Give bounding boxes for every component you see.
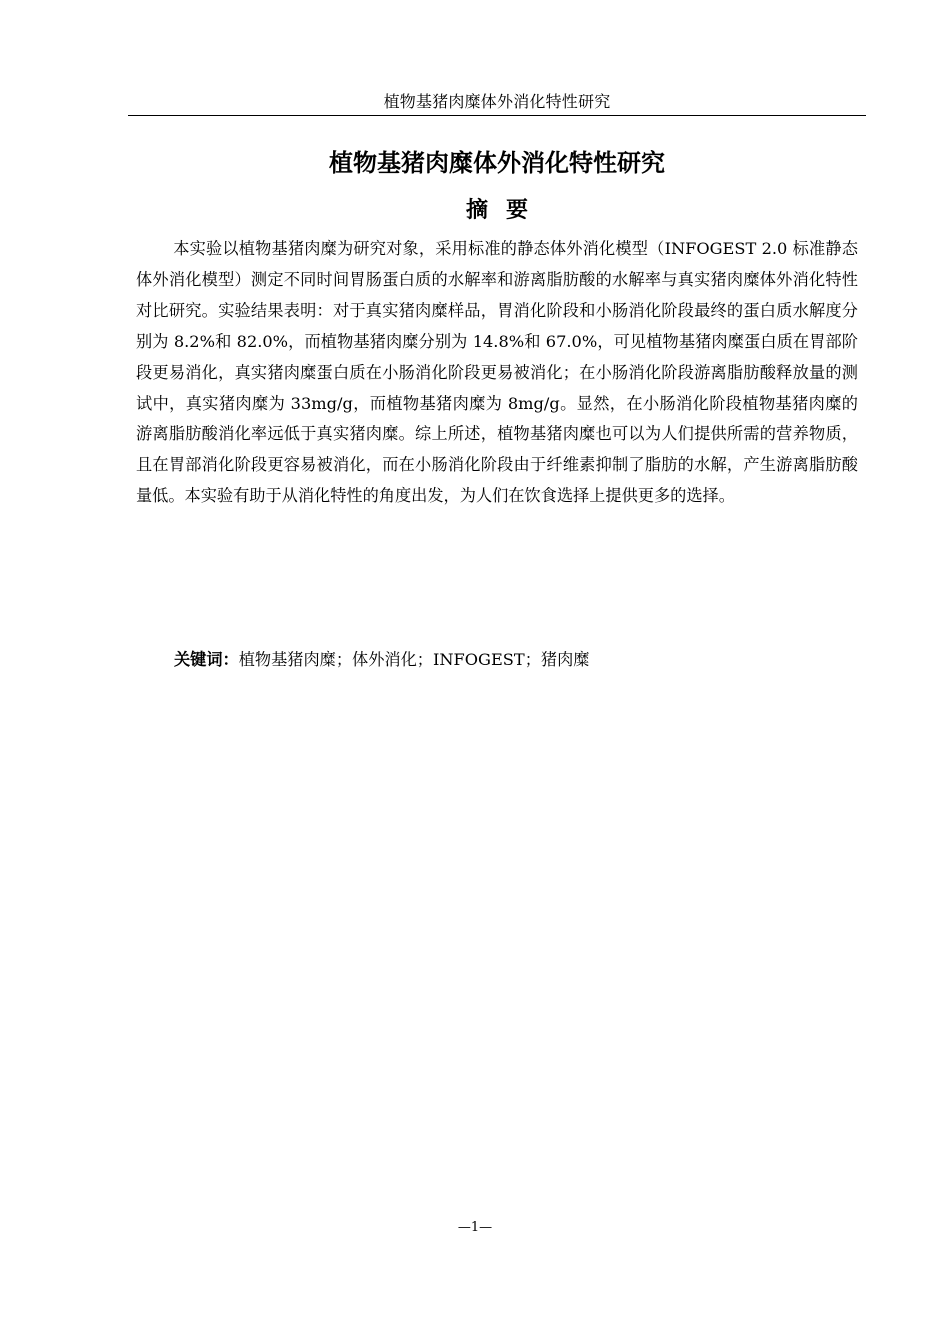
abstract-heading: 摘要: [465, 198, 546, 223]
page-number: —1—: [457, 1220, 493, 1235]
abstract-paragraph: 本实验以植物基猪肉糜为研究对象，采用标准的静态体外消化模型（INFOGEST 2.0 标准静态体外消化模型）测定不同时间胃肠蛋白质的水解率和游离脂肪酸的水解率与真实猪肉糜体外消化特性对比研究。实验结果表明：对于真实猪肉糜样品，胃消化阶段和小肠消化阶段最终的蛋白质水解度分别为 8.2%和 82.0%，而植物基猪肉糜分别为 14.8%和 67.0%，可见植物基猪肉糜蛋白质在胃部阶段更易消化，真实猪肉糜蛋白质在小肠消化阶段更易被消化；在小肠消化阶段游离脂肪酸释放量的测试中，真实猪肉糜为 33mg/g，而植物基猪肉糜为 8mg/g。显然，在小肠消化阶段植物基猪肉糜的游离脂肪酸消化率远低于真实猪肉糜。综上所述，植物基猪肉糜也可以为人们提供所需的营养物质，且在胃部消化阶段更容易被消化，而在小肠消化阶段由于纤维素抑制了脂肪的水解，产生游离脂肪酸量低。本实验有助于从消化特性的角度出发，为人们在饮食选择上提供更多的选择。: [136, 239, 858, 506]
keywords-label: 关键词：: [174, 650, 239, 669]
keywords-line: [174, 648, 858, 672]
document-title: 植物基猪肉糜体外消化特性研究: [329, 149, 665, 177]
keywords-text: 植物基猪肉糜；体外消化；INFOGEST；猪肉糜: [238, 650, 590, 669]
header-divider: [128, 115, 866, 116]
running-header: 植物基猪肉糜体外消化特性研究: [383, 92, 611, 111]
